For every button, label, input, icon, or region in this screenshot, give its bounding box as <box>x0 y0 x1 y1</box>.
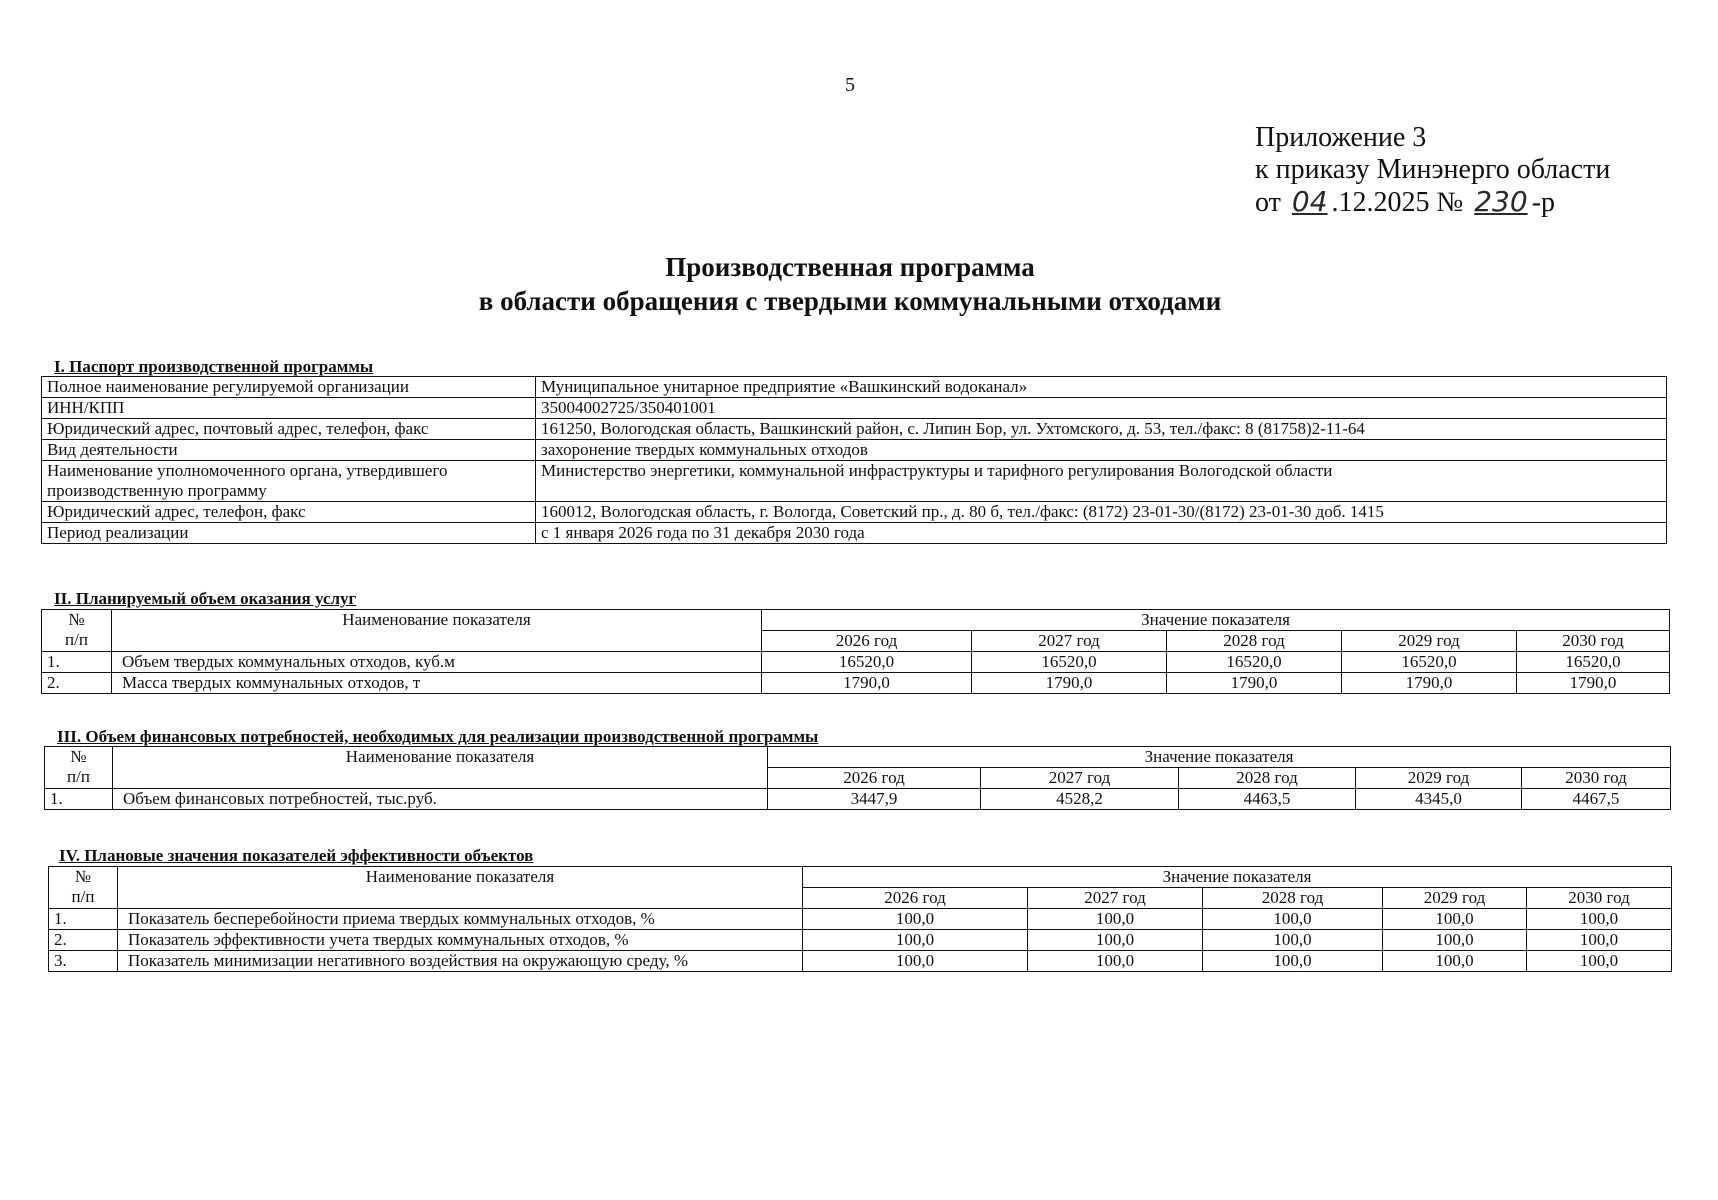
indicator-name: Масса твердых коммунальных отходов, т <box>112 673 762 694</box>
value-cell: 100,0 <box>1383 951 1527 972</box>
passport-label: ИНН/КПП <box>42 398 536 419</box>
passport-label: Вид деятельности <box>42 440 536 461</box>
table-row <box>42 652 1670 673</box>
year-header: 2029 год <box>1356 768 1522 789</box>
row-number: 3. <box>49 951 118 972</box>
passport-row <box>42 398 1667 419</box>
col-name-header: Наименование показателя <box>113 747 768 789</box>
passport-value: Министерство энергетики, коммунальной инфраструктуры и тарифного регулирования Вологодской области <box>536 461 1667 502</box>
handwritten-day: 04 <box>1291 185 1328 218</box>
value-cell: 3447,9 <box>768 789 981 810</box>
value-cell: 1790,0 <box>762 673 972 694</box>
col-name-header: Наименование показателя <box>112 610 762 652</box>
indicator-name: Показатель эффективности учета твердых коммунальных отходов, % <box>118 930 803 951</box>
table-row <box>42 673 1670 694</box>
value-cell: 4345,0 <box>1356 789 1522 810</box>
passport-label: Юридический адрес, телефон, факс <box>42 502 536 523</box>
value-cell: 100,0 <box>1028 951 1203 972</box>
date-prefix: от <box>1255 187 1281 218</box>
appendix-order-ref: к приказу Минэнерго области <box>1255 154 1611 185</box>
passport-label: Наименование уполномоченного органа, утвердившего производственную программу <box>42 461 536 502</box>
value-cell: 1790,0 <box>1342 673 1517 694</box>
efficiency-indicators-table <box>48 866 1672 972</box>
year-header: 2029 год <box>1342 631 1517 652</box>
row-number: 1. <box>49 909 118 930</box>
value-cell: 100,0 <box>803 909 1028 930</box>
appendix-title: Приложение 3 <box>1255 122 1427 153</box>
page-number: 5 <box>845 74 855 96</box>
date-rest: .12.2025 № <box>1331 187 1464 218</box>
year-header: 2027 год <box>1028 888 1203 909</box>
row-number: 2. <box>42 673 112 694</box>
year-header: 2029 год <box>1383 888 1527 909</box>
value-cell: 1790,0 <box>1167 673 1342 694</box>
year-header: 2026 год <box>803 888 1028 909</box>
passport-value: захоронение твердых коммунальных отходов <box>536 440 1667 461</box>
passport-row <box>42 523 1667 544</box>
value-cell: 100,0 <box>1527 951 1672 972</box>
table-row <box>49 951 1672 972</box>
passport-label: Юридический адрес, почтовый адрес, телефон, факс <box>42 419 536 440</box>
year-header: 2027 год <box>981 768 1179 789</box>
year-header: 2030 год <box>1517 631 1670 652</box>
col-no-header: № п/п <box>49 867 118 909</box>
value-cell: 16520,0 <box>972 652 1167 673</box>
passport-value: 161250, Вологодская область, Вашкинский район, с. Липин Бор, ул. Ухтомского, д. 53, тел./факс: 8 (81758)2-11-64 <box>536 419 1667 440</box>
passport-row <box>42 419 1667 440</box>
value-cell: 1790,0 <box>972 673 1167 694</box>
section1-title: I. Паспорт производственной программы <box>54 357 374 376</box>
table-row <box>49 909 1672 930</box>
value-cell: 100,0 <box>1527 930 1672 951</box>
passport-value: с 1 января 2026 года по 31 декабря 2030 года <box>536 523 1667 544</box>
year-header: 2027 год <box>972 631 1167 652</box>
passport-value: 160012, Вологодская область, г. Вологда, Советский пр., д. 80 б, тел./факс: (8172) 23-01-30/(8172) 23-01-30 доб. 1415 <box>536 502 1667 523</box>
value-cell: 100,0 <box>1028 930 1203 951</box>
year-header: 2028 год <box>1179 768 1356 789</box>
value-cell: 16520,0 <box>1167 652 1342 673</box>
indicator-name: Объем финансовых потребностей, тыс.руб. <box>113 789 768 810</box>
passport-value: Муниципальное унитарное предприятие «Вашкинский водоканал» <box>536 377 1667 398</box>
value-cell: 1790,0 <box>1517 673 1670 694</box>
indicator-name: Показатель бесперебойности приема твердых коммунальных отходов, % <box>118 909 803 930</box>
col-no-header: № п/п <box>42 610 112 652</box>
section2-title: II. Планируемый объем оказания услуг <box>54 589 357 608</box>
value-cell: 100,0 <box>1203 951 1383 972</box>
row-number: 2. <box>49 930 118 951</box>
order-suffix: -р <box>1531 187 1556 218</box>
title-line-2: в области обращения с твердыми коммунальными отходами <box>478 286 1222 316</box>
col-name-header: Наименование показателя <box>118 867 803 909</box>
passport-table <box>41 376 1667 544</box>
table-row <box>45 789 1671 810</box>
handwritten-order-number: 230 <box>1474 185 1528 218</box>
value-cell: 100,0 <box>1203 909 1383 930</box>
value-cell: 100,0 <box>1383 909 1527 930</box>
passport-row <box>42 377 1667 398</box>
col-value-header: Значение показателя <box>768 747 1671 768</box>
value-cell: 100,0 <box>1383 930 1527 951</box>
passport-row <box>42 502 1667 523</box>
value-cell: 100,0 <box>1527 909 1672 930</box>
year-header: 2028 год <box>1203 888 1383 909</box>
value-cell: 100,0 <box>1203 930 1383 951</box>
year-header: 2030 год <box>1527 888 1672 909</box>
col-no-header: № п/п <box>45 747 113 789</box>
year-header: 2026 год <box>768 768 981 789</box>
year-header: 2030 год <box>1522 768 1671 789</box>
year-header: 2028 год <box>1167 631 1342 652</box>
passport-label: Период реализации <box>42 523 536 544</box>
appendix-date-line <box>1255 186 1610 219</box>
passport-value: 35004002725/350401001 <box>536 398 1667 419</box>
section4-title: IV. Плановые значения показателей эффективности объектов <box>59 846 534 865</box>
passport-label: Полное наименование регулируемой организации <box>42 377 536 398</box>
passport-row <box>42 440 1667 461</box>
section3-title: III. Объем финансовых потребностей, необходимых для реализации производственной программы <box>57 727 819 746</box>
indicator-name: Показатель минимизации негативного воздействия на окружающую среду, % <box>118 951 803 972</box>
services-volume-table <box>41 609 1670 694</box>
passport-row <box>42 461 1667 502</box>
table-row <box>49 930 1672 951</box>
value-cell: 4463,5 <box>1179 789 1356 810</box>
document-title <box>0 250 1700 318</box>
value-cell: 100,0 <box>803 930 1028 951</box>
year-header: 2026 год <box>762 631 972 652</box>
value-cell: 4467,5 <box>1522 789 1671 810</box>
title-line-1: Производственная программа <box>665 252 1035 282</box>
value-cell: 4528,2 <box>981 789 1179 810</box>
value-cell: 100,0 <box>1028 909 1203 930</box>
appendix-header <box>1255 122 1610 219</box>
value-cell: 16520,0 <box>1517 652 1670 673</box>
row-number: 1. <box>42 652 112 673</box>
indicator-name: Объем твердых коммунальных отходов, куб.м <box>112 652 762 673</box>
row-number: 1. <box>45 789 113 810</box>
col-value-header: Значение показателя <box>762 610 1670 631</box>
value-cell: 16520,0 <box>1342 652 1517 673</box>
value-cell: 16520,0 <box>762 652 972 673</box>
value-cell: 100,0 <box>803 951 1028 972</box>
col-value-header: Значение показателя <box>803 867 1672 888</box>
financial-needs-table <box>44 746 1671 810</box>
